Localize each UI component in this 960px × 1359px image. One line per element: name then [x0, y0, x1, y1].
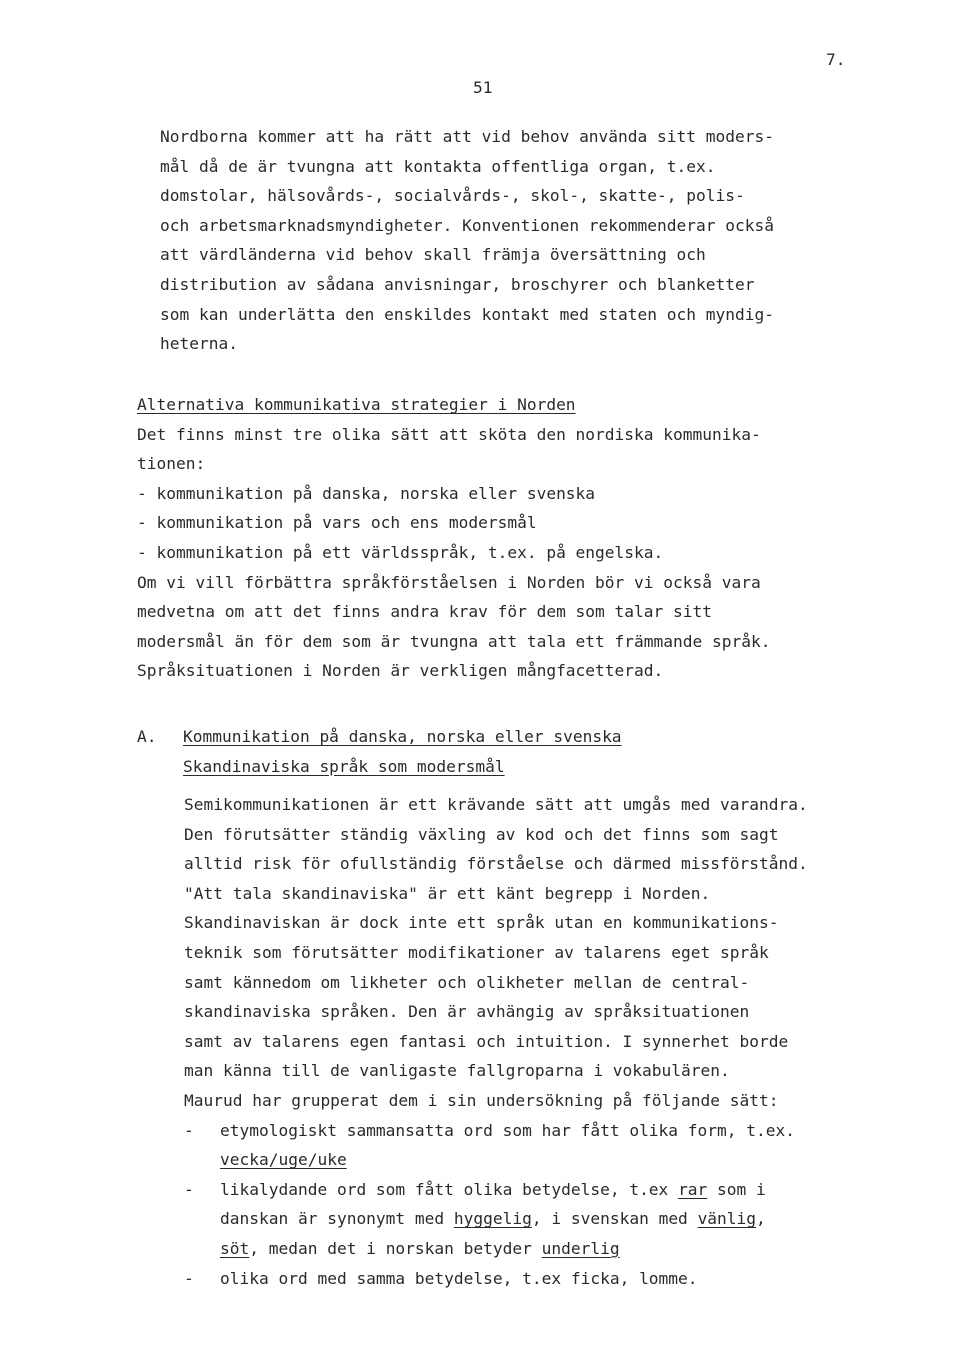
list-dash: -: [184, 1179, 194, 1199]
paragraph-line: "Att tala skandinaviska" är ett känt begrepp i Norden.: [184, 883, 711, 903]
list-item: [184, 1175, 808, 1205]
list-item-text: etymologiskt sammansatta ord som har fått olika form, t.ex.: [220, 1120, 795, 1140]
example-words: vecka/uge/uke: [220, 1150, 347, 1170]
section-strategies: [137, 390, 770, 686]
paragraph-line: Nordborna kommer att ha rätt att vid behov använda sitt moders-: [160, 127, 774, 146]
list-dash: -: [184, 1120, 194, 1140]
paragraph-line: samt av talarens egen fantasi och intuition. I synnerhet borde: [184, 1031, 789, 1051]
paragraph-line: man känna till de vanligaste fallgroparna i vokabulären.: [184, 1061, 730, 1081]
section-heading-text: Alternativa kommunikativa strategier i Norden: [137, 395, 576, 414]
list-item-text: danskan är synonymt med: [220, 1209, 454, 1229]
list-item-text: , i svenskan med: [531, 1209, 698, 1229]
list-item-text: som i: [707, 1179, 766, 1199]
paragraph-line: Semikommunikationen är ett krävande sätt att umgås med varandra.: [184, 795, 808, 814]
section-a-subtitle: Skandinaviska språk som modersmål: [183, 756, 505, 776]
example-word: söt: [220, 1238, 250, 1258]
list-item: - kommunikation på ett världsspråk, t.ex. på engelska.: [137, 542, 664, 562]
list-item-continuation: [184, 1204, 808, 1234]
paragraph-line: samt kännedom om likheter och olikheter mellan de central-: [184, 972, 750, 992]
paragraph-line: som kan underlätta den enskildes kontakt med staten och myndig-: [160, 304, 774, 324]
page-number-top-right: 7.: [826, 50, 846, 69]
section-a-label: A.: [137, 727, 157, 746]
paragraph-line: heterna.: [160, 334, 238, 354]
list-item: [184, 1116, 808, 1146]
list-item-text: olika ord med samma betydelse, t.ex ficka, lomme.: [220, 1268, 698, 1288]
paragraph-line: och arbetsmarknadsmyndigheter. Konventionen rekommenderar också: [160, 215, 774, 235]
paragraph-line: Maurud har grupperat dem i sin undersökning på följande sätt:: [184, 1090, 779, 1110]
paragraph-line: domstolar, hälsovårds-, socialvårds-, skol-, skatte-, polis-: [160, 186, 745, 206]
section-a-heading-line: [137, 722, 622, 752]
list-item: - kommunikation på vars och ens modersmål: [137, 513, 537, 533]
list-item: [184, 1264, 808, 1294]
paragraph-line: mål då de är tvungna att kontakta offentliga organ, t.ex.: [160, 156, 716, 176]
paragraph-line: skandinaviska språken. Den är avhängig av språksituationen: [184, 1002, 750, 1022]
section-a-heading: [137, 722, 622, 781]
paragraph-line: Den förutsätter ständig växling av kod och det finns som sagt: [184, 824, 779, 844]
page-number-center: 51: [473, 78, 493, 97]
paragraph-line: medvetna om att det finns andra krav för dem som talar sitt: [137, 602, 712, 622]
paragraph-line: Om vi vill förbättra språkförståelsen i Norden bör vi också vara: [137, 572, 761, 592]
list-item-continuation: [184, 1234, 808, 1264]
paragraph-line: modersmål än för dem som är tvungna att tala ett främmande språk.: [137, 631, 771, 651]
list-item-text: , medan det i norskan betyder: [249, 1238, 542, 1258]
example-word: underlig: [541, 1238, 620, 1258]
example-word: hyggelig: [453, 1209, 532, 1229]
list-item-continuation: [184, 1145, 808, 1175]
paragraph-line: alltid risk för ofullständig förståelse och därmed missförstånd.: [184, 854, 808, 874]
paragraph-line: tionen:: [137, 454, 206, 474]
section-a-subtitle-line: [137, 752, 622, 782]
example-word: rar: [678, 1179, 708, 1199]
section-a-title: Kommunikation på danska, norska eller svenska: [183, 727, 622, 746]
list-dash: -: [184, 1268, 194, 1288]
example-word: vänlig: [697, 1209, 757, 1229]
section-heading: [137, 390, 770, 420]
list-item-text: likalydande ord som fått olika betydelse, t.ex: [220, 1179, 679, 1199]
list-item: - kommunikation på danska, norska eller svenska: [137, 483, 596, 503]
section-a-body: [184, 790, 808, 1293]
paragraph-line: att värdländerna vid behov skall främja översättning och: [160, 245, 706, 265]
list-item-text: ,: [756, 1209, 766, 1229]
paragraph-line: teknik som förutsätter modifikationer av talarens eget språk: [184, 942, 769, 962]
paragraph-line: Det finns minst tre olika sätt att sköta den nordiska kommunika-: [137, 424, 761, 444]
paragraph-line: Språksituationen i Norden är verkligen mångfacetterad.: [137, 661, 664, 681]
paragraph-line: distribution av sådana anvisningar, broschyrer och blanketter: [160, 274, 755, 294]
intro-paragraph: [160, 122, 774, 359]
paragraph-line: Skandinaviskan är dock inte ett språk utan en kommunikations-: [184, 913, 779, 933]
